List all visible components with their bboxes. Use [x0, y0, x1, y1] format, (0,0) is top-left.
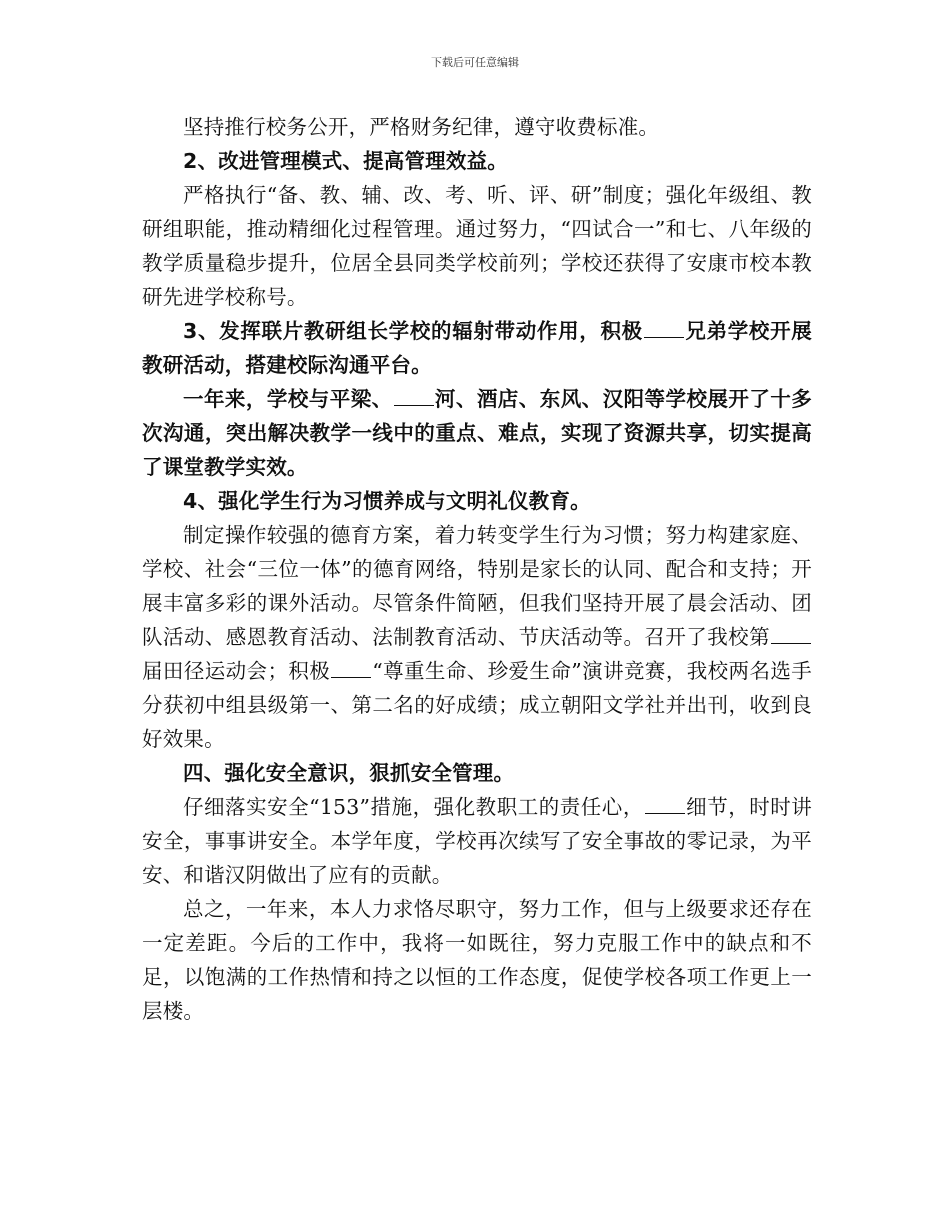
fill-blank [644, 315, 684, 338]
section-heading [142, 314, 812, 382]
section-heading [142, 484, 812, 518]
heading-text: 兄弟学校开展教研活动，搭建校际沟通平台。 [142, 319, 812, 377]
heading-text: 4、强化学生行为习惯养成与文明礼仪教育。 [183, 489, 591, 513]
fill-blank [331, 655, 371, 678]
paragraph [142, 382, 812, 484]
paragraph [142, 518, 812, 756]
paragraph-text: 仔细落实安全“153”措施，强化教职工的责任心， [183, 795, 644, 819]
document-body [142, 110, 812, 1028]
paragraph-text: 河、酒店、东风、汉阳等学校展开了十多次沟通，突出解决教学一线中的重点、难点，实现了资源共享，切实提高了课堂教学实效。 [142, 387, 812, 479]
paragraph [142, 110, 812, 144]
paragraph-text: 制定操作较强的德育方案，着力转变学生行为习惯；努力构建家庭、学校、社会“三位一体”的德育网络，特别是家长的认同、配合和支持；开展丰富多彩的课外活动。尽管条件简陋，但我们坚持开展了晨会活动、团队活动、感恩教育活动、法制教育活动、节庆活动等。召开了我校第 [142, 523, 812, 649]
section-heading [142, 756, 812, 790]
fill-blank [771, 621, 811, 644]
paragraph [142, 892, 812, 1028]
heading-text: 3、发挥联片教研组长学校的辐射带动作用，积极 [183, 319, 643, 343]
fill-blank [394, 383, 434, 406]
fill-blank [645, 791, 685, 814]
paragraph-text: 一年来，学校与平梁、 [183, 387, 393, 411]
paragraph [142, 178, 812, 314]
paragraph [142, 790, 812, 892]
heading-text: 2、改进管理模式、提高管理效益。 [183, 149, 508, 173]
paragraph-text: “尊重生命、珍爱生命”演讲竞赛，我校两名选手分获初中组县级第一、第二名的好成绩；成立朝阳文学社并出刊，收到良好效果。 [142, 659, 812, 751]
paragraph-text: 坚持推行校务公开，严格财务纪律，遵守收费标准。 [183, 115, 660, 139]
page-header: 下载后可任意编辑 [431, 56, 519, 69]
paragraph-text: 细节，时时讲安全，事事讲安全。本学年度，学校再次续写了安全事故的零记录，为平安、和谐汉阴做出了应有的贡献。 [142, 795, 812, 887]
heading-text: 四、强化安全意识，狠抓安全管理。 [183, 761, 515, 785]
paragraph-text: 总之，一年来，本人力求恪尽职守，努力工作，但与上级要求还存在一定差距。今后的工作中，我将一如既往，努力克服工作中的缺点和不足，以饱满的工作热情和持之以恒的工作态度，促使学校各项工作更上一层楼。 [142, 897, 812, 1023]
paragraph-text: 严格执行“备、教、辅、改、考、听、评、研”制度；强化年级组、教研组职能，推动精细化过程管理。通过努力，“四试合一”和七、八年级的教学质量稳步提升，位居全县同类学校前列；学校还获得了安康市校本教研先进学校称号。 [142, 183, 812, 309]
section-heading [142, 144, 812, 178]
paragraph-text: 届田径运动会；积极 [142, 659, 331, 683]
